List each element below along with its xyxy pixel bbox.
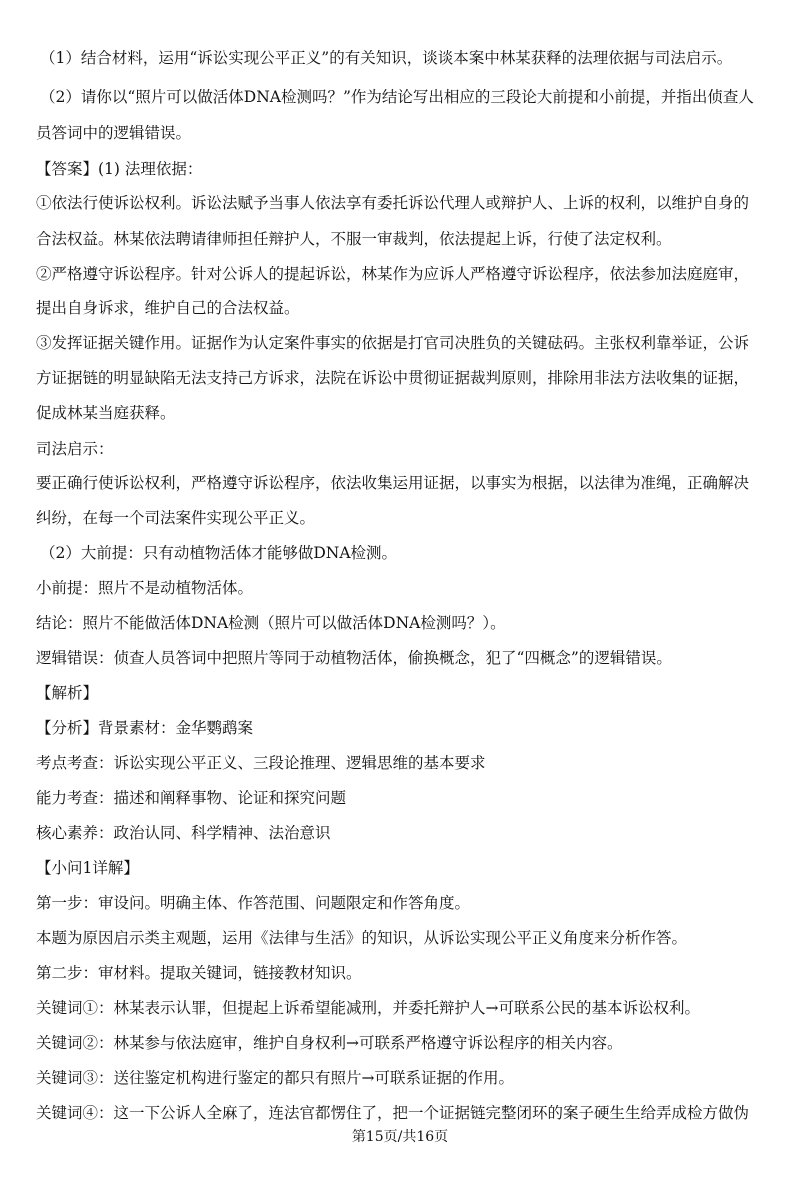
answer-point-2-line-2: 提出自身诉求，维护自己的合法权益。 bbox=[36, 299, 300, 317]
analysis-background: 【分析】背景素材：金华鹦鹉案 bbox=[36, 719, 254, 737]
step-1-detail: 本题为原因启示类主观题，运用《法律与生活》的知识，从诉讼实现公平正义角度来分析作答。 bbox=[36, 929, 688, 947]
analysis-core-literacy: 核心素养：政治认同、科学精神、法治意识 bbox=[36, 824, 331, 842]
question-1: （1）结合材料，运用“诉讼实现公平正义”的有关知识，谈谈本案中林某获释的法理依据与司法启示。 bbox=[40, 49, 733, 67]
step-1: 第一步：审设问。明确主体、作答范围、问题限定和作答角度。 bbox=[36, 894, 471, 912]
sub-question-1-heading: 【小问1详解】 bbox=[36, 859, 139, 877]
keyword-3: 关键词③：送往鉴定机构进行鉴定的都只有照片→可联系证据的作用。 bbox=[36, 1069, 514, 1087]
judicial-inspiration-line-1: 要正确行使诉讼权利，严格遵守诉讼程序，依法收集运用证据，以事实为根据，以法律为准绳，正确解决 bbox=[36, 474, 750, 492]
answer-point-3-line-1: ③发挥证据关键作用。证据作为认定案件事实的依据是打官司决胜负的关键砝码。主张权利靠举证，公诉 bbox=[36, 334, 750, 352]
question-2-line-2: 员答词中的逻辑错误。 bbox=[36, 124, 192, 142]
keyword-1: 关键词①：林某表示认罪，但提起上诉希望能减刑，并委托辩护人→可联系公民的基本诉讼权利。 bbox=[36, 999, 700, 1017]
keyword-2: 关键词②：林某参与依法庭审，维护自身权利→可联系严格遵守诉讼程序的相关内容。 bbox=[36, 1034, 623, 1052]
question-2-line-1: （2）请你以“照片可以做活体DNA检测吗？”作为结论写出相应的三段论大前提和小前提，并指出侦查人 bbox=[40, 88, 754, 106]
conclusion: 结论：照片不能做活体DNA检测（照片可以做活体DNA检测吗？）。 bbox=[36, 614, 506, 632]
answer-heading: 【答案】(1) 法理依据： bbox=[36, 160, 203, 178]
analysis-test-points: 考点考查：诉讼实现公平正义、三段论推理、逻辑思维的基本要求 bbox=[36, 754, 486, 772]
step-2: 第二步：审材料。提取关键词，链接教材知识。 bbox=[36, 964, 362, 982]
answer-point-1-line-2: 合法权益。林某依法聘请律师担任辩护人，不服一审裁判，依法提起上诉，行使了法定权利。 bbox=[36, 230, 672, 248]
answer-point-2-line-1: ②严格遵守诉讼程序。针对公诉人的提起诉讼，林某作为应诉人严格遵守诉讼程序，依法参加法庭庭审， bbox=[36, 265, 750, 283]
keyword-4: 关键词④：这一下公诉人全麻了，连法官都愣住了，把一个证据链完整闭环的案子硬生生给弄成检方做伪 bbox=[36, 1104, 750, 1122]
answer-point-3-line-3: 促成林某当庭获释。 bbox=[36, 404, 176, 422]
analysis-heading: 【解析】 bbox=[36, 684, 99, 702]
page-number: 第15页/共16页 bbox=[351, 1129, 449, 1145]
judicial-inspiration-heading: 司法启示： bbox=[36, 440, 114, 458]
major-premise: （2）大前提：只有动植物活体才能够做DNA检测。 bbox=[40, 544, 398, 562]
logic-error: 逻辑错误：侦查人员答词中把照片等同于动植物活体，偷换概念，犯了“四概念”的逻辑错误。 bbox=[36, 649, 672, 667]
judicial-inspiration-line-2: 纠纷，在每一个司法案件实现公平正义。 bbox=[36, 509, 316, 527]
minor-premise: 小前提：照片不是动植物活体。 bbox=[36, 579, 254, 597]
analysis-abilities: 能力考查：描述和阐释事物、论证和探究问题 bbox=[36, 789, 347, 807]
answer-point-3-line-2: 方证据链的明显缺陷无法支持己方诉求，法院在诉讼中贯彻证据裁判原则，排除用非法方法收集的证据， bbox=[36, 369, 750, 387]
answer-point-1-line-1: ①依法行使诉讼权利。诉讼法赋予当事人依法享有委托诉讼代理人或辩护人、上诉的权利，以维护自身的 bbox=[36, 194, 750, 212]
